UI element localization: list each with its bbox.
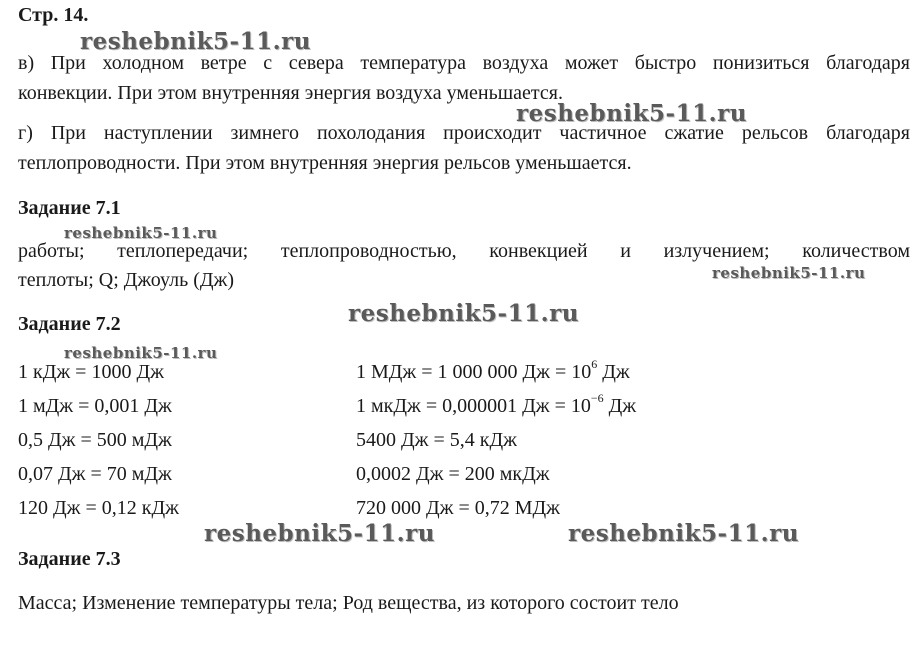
conversion-left-5: 120 Дж = 0,12 кДж: [18, 497, 179, 519]
conversion-left-2: 1 мДж = 0,001 Дж: [18, 395, 172, 417]
watermark: reshebnik5-11.ru: [348, 300, 579, 327]
paragraph-g-line2: теплопроводности. При этом внутренняя энергия рельсов уменьшается.: [18, 152, 632, 174]
conversion-right-4: 0,0002 Дж = 200 мкДж: [356, 463, 550, 485]
conversion-right-3: 5400 Дж = 5,4 кДж: [356, 429, 517, 451]
conversion-right-5: 720 000 Дж = 0,72 МДж: [356, 497, 560, 519]
watermark: reshebnik5-11.ru: [516, 100, 747, 127]
page-label: Стр. 14.: [18, 4, 89, 26]
paragraph-v-line1: в) При холодном ветре с севера температура воздуха может быстро понизиться благодаря: [18, 52, 910, 74]
conversion-right-2: 1 мкДж = 0,000001 Дж = $10^{-6}$ Дж: [356, 391, 637, 417]
watermark: reshebnik5-11.ru: [64, 344, 218, 362]
task-7-1-heading: Задание 7.1: [18, 197, 121, 219]
conversion-right-1: 1 МДж = 1 000 000 Дж = $10^6$ Дж: [356, 357, 630, 383]
conversion-left-3: 0,5 Дж = 500 мДж: [18, 429, 172, 451]
watermark: reshebnik5-11.ru: [204, 520, 435, 547]
paragraph-v-line2: конвекции. При этом внутренняя энергия воздуха уменьшается.: [18, 82, 563, 104]
task-7-1-line1: работы; теплопередачи; теплопроводностью, конвекцией и излучением; количеством: [18, 240, 910, 262]
task-7-1-line2: теплоты; Q; Джоуль (Дж): [18, 269, 234, 291]
conversion-left-1: 1 кДж = 1000 Дж: [18, 361, 164, 383]
watermark: reshebnik5-11.ru: [568, 520, 799, 547]
conversion-left-4: 0,07 Дж = 70 мДж: [18, 463, 172, 485]
watermark: reshebnik5-11.ru: [64, 224, 218, 242]
watermark: reshebnik5-11.ru: [712, 264, 866, 282]
watermark: reshebnik5-11.ru: [80, 28, 311, 55]
paragraph-g-line1: г) При наступлении зимнего похолодания происходит частичное сжатие рельсов благодаря: [18, 122, 910, 144]
task-7-2-heading: Задание 7.2: [18, 313, 121, 335]
task-7-3-heading: Задание 7.3: [18, 548, 121, 570]
task-7-3-line1: Масса; Изменение температуры тела; Род вещества, из которого состоит тело: [18, 592, 679, 614]
